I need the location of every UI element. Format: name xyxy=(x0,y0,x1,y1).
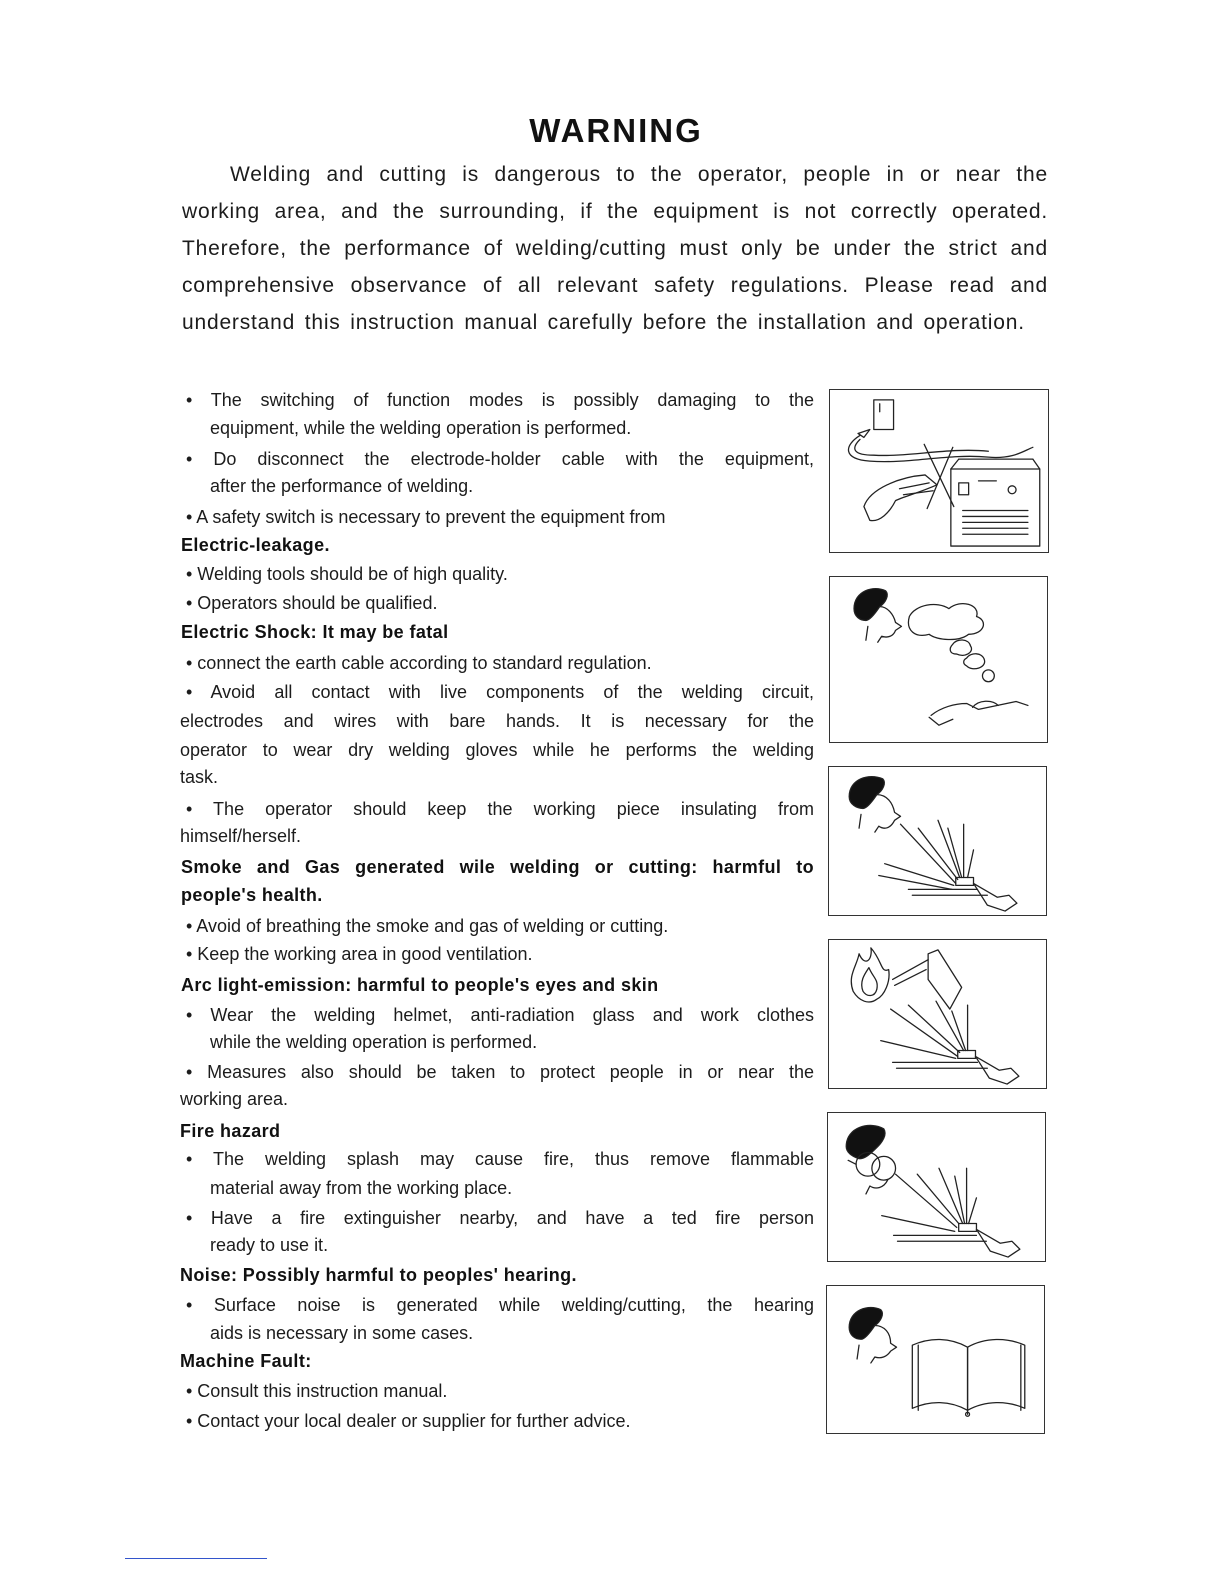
figure-disconnect-cable xyxy=(829,389,1049,553)
figure-arc-light xyxy=(828,766,1047,916)
arc-light-illustration-icon xyxy=(829,767,1046,915)
heading-noise: Noise: Possibly harmful to peoples' hearing. xyxy=(180,1265,577,1285)
bullet-switching: • The switching of function modes is possibly damaging to the xyxy=(186,390,814,410)
bullet-disconnect-cont: after the performance of welding. xyxy=(210,476,474,496)
heading-smoke-gas: Smoke and Gas generated wile welding or cutting: harmful to xyxy=(181,857,814,877)
bullet-insulating-cont: himself/herself. xyxy=(180,826,302,846)
heading-smoke-gas-cont: people's health. xyxy=(181,885,323,905)
bullet-disconnect: • Do disconnect the electrode-holder cable with the equipment, xyxy=(186,449,814,469)
bullet-helmet-cont: while the welding operation is performed. xyxy=(210,1032,538,1052)
figure-eye-protection xyxy=(827,1112,1046,1262)
intro-text: Welding and cutting is dangerous to the operator, people in or near the working area, and the surrounding, if the equipment is not correctly operated. Therefore, the performance of welding/cutting must only be under the strict and comprehensive observance of all relevant safety regulations. Please read and understand this instruction manual carefully before the installation and operation. xyxy=(182,163,1048,334)
bullet-splash-cont: material away from the working place. xyxy=(210,1178,513,1198)
bullet-measures-cont: working area. xyxy=(180,1089,289,1109)
heading-electric-shock: Electric Shock: It may be fatal xyxy=(181,622,449,642)
bullet-surface-noise-cont: aids is necessary in some cases. xyxy=(210,1323,474,1343)
bullet-contact-dealer: • Contact your local dealer or supplier for further advice. xyxy=(186,1411,631,1431)
smoke-illustration-icon xyxy=(830,577,1047,742)
bullet-helmet: • Wear the welding helmet, anti-radiation glass and work clothes xyxy=(186,1005,814,1025)
intro-paragraph xyxy=(182,156,1048,341)
bullet-splash: • The welding splash may cause fire, thus remove flammable xyxy=(186,1149,814,1169)
disconnect-illustration-icon xyxy=(830,390,1048,552)
page-title: WARNING xyxy=(529,112,703,149)
heading-electric-leakage: Electric-leakage. xyxy=(181,535,330,555)
goggles-illustration-icon xyxy=(828,1113,1045,1261)
bullet-switching-cont: equipment, while the welding operation is performed. xyxy=(210,418,632,438)
figure-instruction-manual xyxy=(826,1285,1045,1434)
heading-machine-fault: Machine Fault: xyxy=(180,1351,312,1371)
bullet-tools-quality: • Welding tools should be of high quality. xyxy=(186,564,508,584)
bullet-operators-qualified: • Operators should be qualified. xyxy=(186,593,438,613)
bullet-consult-manual: • Consult this instruction manual. xyxy=(186,1381,448,1401)
bullet-ventilation: • Keep the working area in good ventilation. xyxy=(186,944,533,964)
bullet-measures: • Measures also should be taken to protect people in or near the xyxy=(186,1062,814,1082)
bullet-avoid-contact-cont-2: operator to wear dry welding gloves while he performs the welding xyxy=(180,740,814,760)
bullet-earth-cable: • connect the earth cable according to standard regulation. xyxy=(186,653,652,673)
footer-rule xyxy=(125,1558,267,1559)
bullet-avoid-contact-cont-3: task. xyxy=(180,767,219,787)
heading-arc-light: Arc light-emission: harmful to people's eyes and skin xyxy=(181,975,659,995)
bullet-insulating: • The operator should keep the working piece insulating from xyxy=(186,799,814,819)
bullet-extinguisher: • Have a fire extinguisher nearby, and have a ted fire person xyxy=(186,1208,814,1228)
bullet-surface-noise: • Surface noise is generated while welding/cutting, the hearing xyxy=(186,1295,814,1315)
figure-fire-hazard xyxy=(828,939,1047,1089)
manual-illustration-icon xyxy=(827,1286,1044,1433)
bullet-safety-switch: • A safety switch is necessary to prevent the equipment from xyxy=(186,507,666,527)
bullet-avoid-contact-cont-1: electrodes and wires with bare hands. It is necessary for the xyxy=(180,711,814,731)
bullet-avoid-breathing: • Avoid of breathing the smoke and gas of welding or cutting. xyxy=(186,916,669,936)
bullet-avoid-contact: • Avoid all contact with live components of the welding circuit, xyxy=(186,682,814,702)
figure-smoke-breathing xyxy=(829,576,1048,743)
bullet-extinguisher-cont: ready to use it. xyxy=(210,1235,329,1255)
fire-illustration-icon xyxy=(829,940,1046,1088)
heading-fire-hazard: Fire hazard xyxy=(180,1121,281,1141)
